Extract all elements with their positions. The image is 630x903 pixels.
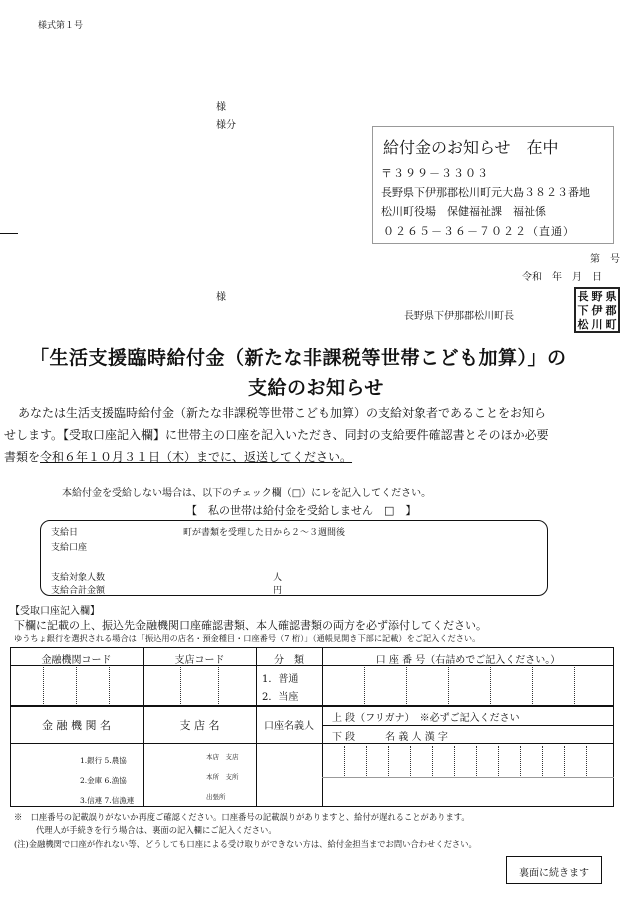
- body-line1: あなたは生活支援臨時給付金（新たな非課税等世帯こども加算）の支給対象者であることをお知ら: [18, 406, 547, 420]
- addressee-sama2: 様: [216, 292, 226, 303]
- title-line2: 支給のお知らせ: [248, 377, 384, 399]
- return-box-phone: ０２６５－３６－７０２２（直通）: [383, 225, 575, 238]
- h-branch-code: 支店コード: [174, 655, 225, 666]
- addressee-sama-bun: 様分: [216, 120, 236, 131]
- pay-amount-label: 支給合計金額: [51, 586, 106, 596]
- account-heading: 【受取口座記入欄】: [10, 606, 100, 617]
- title-line1: 「生活支援臨時給付金（新たな非課税等世帯こども加算）」の: [30, 347, 567, 369]
- type-option-2[interactable]: 2．当座: [262, 692, 299, 703]
- pay-count-unit: 人: [273, 573, 283, 583]
- h-type: 分 類: [274, 655, 304, 666]
- account-instruction2: ゆうちょ銀行を選択される場合は「振込用の店名・預金種目・口座番号（7 桁）」（通帳見開き下部に記載）をご記入ください。: [14, 633, 481, 643]
- decline-checkbox[interactable]: 【 私の世帯は給付金を受給しません □ 】: [186, 504, 417, 517]
- form-number: 様式第１号: [38, 21, 84, 31]
- bank-type-2: 2.金庫 6.漁協: [80, 776, 127, 785]
- return-box-postal: 〒３９９－３３０３: [381, 167, 489, 180]
- fold-mark: [0, 233, 18, 234]
- pay-account-label: 支給口座: [51, 543, 88, 553]
- branch-type-2: 本所 支所: [206, 773, 239, 781]
- branch-type-3: 出張所: [206, 793, 226, 801]
- return-address-box: [372, 126, 614, 244]
- decline-instruction: 本給付金を受給しない場合は、以下のチェック欄（□）にレを記入してください。: [62, 488, 432, 499]
- note-3: (注)金融機関で口座が作れない等、どうしても口座による受け取りができない方は、給付金担当までお問い合わせください。: [14, 839, 477, 849]
- return-box-office: 松川町役場 保健福祉課 福祉係: [381, 205, 546, 218]
- pay-date-value: 町が書類を受理した日から２～３週間後: [183, 528, 346, 538]
- doc-number: 第 号: [590, 254, 620, 265]
- return-box-title: 給付金のお知らせ 在中: [383, 138, 559, 157]
- pay-amount-unit: 円: [273, 586, 283, 596]
- branch-type-1: 本店 支店: [206, 753, 239, 761]
- continue-label: 裏面に続きます: [519, 868, 589, 879]
- account-instruction1: 下欄に記載の上、振込先金融機関口座確認書類、本人確認書類の両方を必ず添付してください。: [14, 619, 487, 632]
- bank-type-1: 1.銀行 5.農協: [80, 756, 127, 765]
- type-option-1[interactable]: 1．普通: [262, 674, 299, 685]
- h-branch-name: 支 店 名: [179, 719, 220, 732]
- return-box-address: 長野県下伊那郡松川町元大島３８２３番地: [381, 186, 590, 199]
- h-holder: 口座名義人: [264, 721, 314, 732]
- issuer: 長野県下伊那郡松川町長: [404, 311, 514, 322]
- body-line3: 書類を令和６年１０月３１日（木）までに、返送してください。: [4, 450, 353, 464]
- payment-info-box: [40, 520, 548, 596]
- pay-date-label: 支給日: [51, 528, 79, 538]
- h-bank-name: 金 融 機 関 名: [42, 719, 111, 732]
- bank-type-3: 3.信連 7.信漁連: [80, 796, 135, 805]
- continue-box: [506, 856, 602, 884]
- note-2: 代理人が手続きを行う場合は、裏面の記入欄にご記入ください。: [36, 825, 277, 835]
- body-line2: せします。【受取口座記入欄】に世帯主の口座を記入いただき、同封の支給要件確認書とそのほか必要: [4, 428, 549, 442]
- h-bank-code: 金融機関コード: [41, 655, 112, 666]
- note-1: ※ 口座番号の記載誤りがないか再度ご確認ください。口座番号の記載誤りがありますと、給付が遅れることがあります。: [14, 812, 470, 822]
- deadline: 令和６年１０月３１日（木）までに、返送してください。: [40, 450, 353, 464]
- holder-upper: 上 段（フリガナ） ※必ずご記入ください: [332, 713, 520, 724]
- h-account-no: 口 座 番 号（右詰めでご記入ください。）: [375, 655, 561, 666]
- official-seal: 長 野 県 下 伊 郡 松 川 町: [574, 287, 620, 333]
- doc-date: 令和 年 月 日: [522, 272, 602, 283]
- addressee-sama: 様: [216, 102, 226, 113]
- pay-count-label: 支給対象人数: [51, 573, 106, 583]
- holder-lower: 下 段 名 義 人 漢 字: [332, 732, 448, 743]
